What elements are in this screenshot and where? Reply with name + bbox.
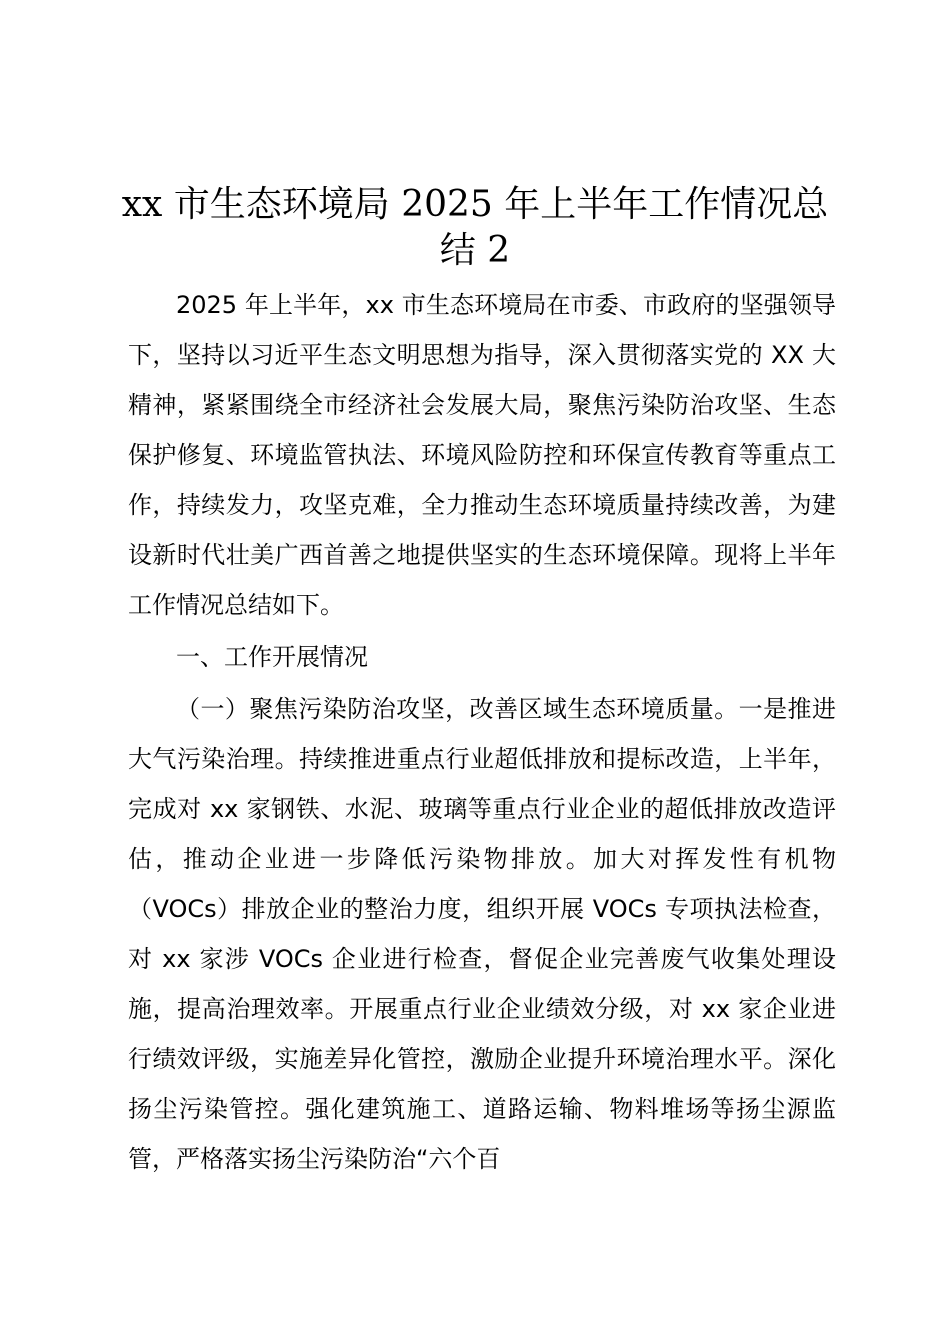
section-heading: 一、工作开展情况	[176, 643, 368, 671]
document-body	[128, 280, 836, 1184]
intro-paragraph: 2025 年上半年，xx 市生态环境局在市委、市政府的坚强领导下，坚持以习近平生态文明思想为指导，深入贯彻落实党的 XX 大精神，紧紧围绕全市经济社会发展大局，聚焦污染防治攻坚、生态保护修复、环境监管执法、环境风险防控和环保宣传教育等重点工作，持续发力，攻坚克难，全力推动生态环境质量持续改善，为建设新时代壮美广西首善之地提供坚实的生态环境保障。现将上半年工作情况总结如下。	[128, 291, 836, 619]
body-paragraph: （一）聚焦污染防治攻坚，改善区域生态环境质量。一是推进大气污染治理。持续推进重点行业超低排放和提标改造，上半年，完成对 xx 家钢铁、水泥、玻璃等重点行业企业的超低排放改造评估，推动企业进一步降低污染物排放。加大对挥发性有机物（VOCs）排放企业的整治力度，组织开展 VOCs 专项执法检查，对 xx 家涉 VOCs 企业进行检查，督促企业完善废气收集处理设施，提高治理效率。开展重点行业企业绩效分级，对 xx 家企业进行绩效评级，实施差异化管控，激励企业提升环境治理水平。深化扬尘污染管控。强化建筑施工、道路运输、物料堆场等扬尘源监管，严格落实扬尘污染防治“六个百	[128, 695, 836, 1173]
document-title: xx 市生态环境局 2025 年上半年工作情况总结 2	[121, 184, 829, 271]
